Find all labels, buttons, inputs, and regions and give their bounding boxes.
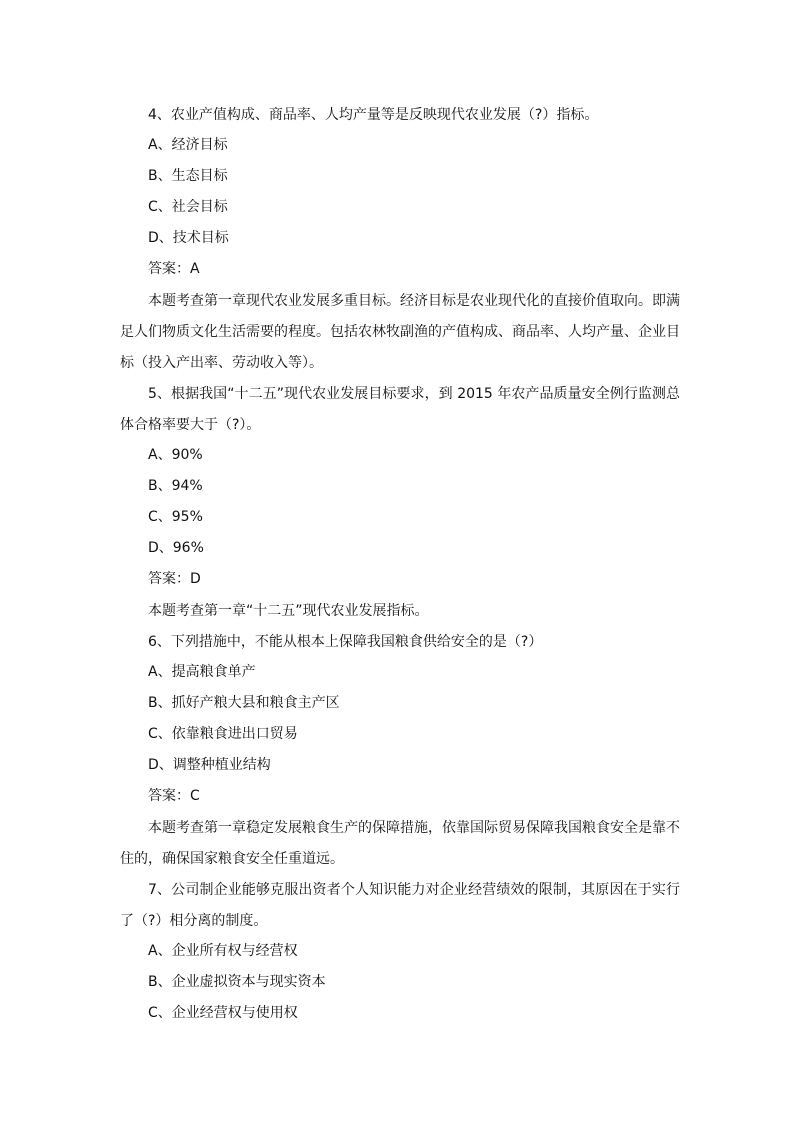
explanation: 本题考查第一章稳定发展粮食生产的保障措施，依靠国际贸易保障我国粮食安全是靠不住的，确保国家粮食安全任重道远。 [120,820,680,867]
option-c: C、依靠粮食进出口贸易 [148,726,298,742]
option-d: D、调整种植业结构 [148,757,271,773]
question-7: 7、公司制企业能够克服出资者个人知识能力对企业经营绩效的限制，其原因在于实行了（?）相分离的制度。 [120,882,680,929]
option-b: B、企业虚拟资本与现实资本 [148,974,326,990]
option-b: B、生态目标 [148,168,228,184]
option-a: A、90% [148,447,203,463]
question-4: 4、农业产值构成、商品率、人均产量等是反映现代农业发展（?）指标。 [148,107,599,123]
question-5: 5、根据我国“十二五”现代农业发展目标要求，到 2015 年农产品质量安全例行监测总体合格率要大于（?）。 [120,386,680,433]
answer: 答案：C [148,788,200,804]
explanation: 本题考查第一章现代农业发展多重目标。经济目标是农业现代化的直接价值取向。即满足人们物质文化生活需要的程度。包括农林牧副渔的产值构成、商品率、人均产量、企业目标（投入产出率、劳动收入等）。 [120,293,680,371]
question-6: 6、下列措施中，不能从根本上保障我国粮食供给安全的是（?） [148,634,543,650]
option-a: A、提高粮食单产 [148,664,256,680]
option-a: A、企业所有权与经营权 [148,943,298,959]
answer: 答案：A [148,261,200,277]
option-d: D、技术目标 [148,230,229,246]
option-c: C、社会目标 [148,199,228,215]
option-c: C、95% [148,509,203,525]
option-b: B、抓好产粮大县和粮食主产区 [148,695,340,711]
option-b: B、94% [148,478,203,494]
document-content [120,100,680,1030]
answer: 答案：D [148,571,201,587]
option-d: D、96% [148,540,204,556]
option-c: C、企业经营权与使用权 [148,1005,298,1021]
explanation: 本题考查第一章“十二五”现代农业发展指标。 [148,603,429,619]
option-a: A、经济目标 [148,137,228,153]
